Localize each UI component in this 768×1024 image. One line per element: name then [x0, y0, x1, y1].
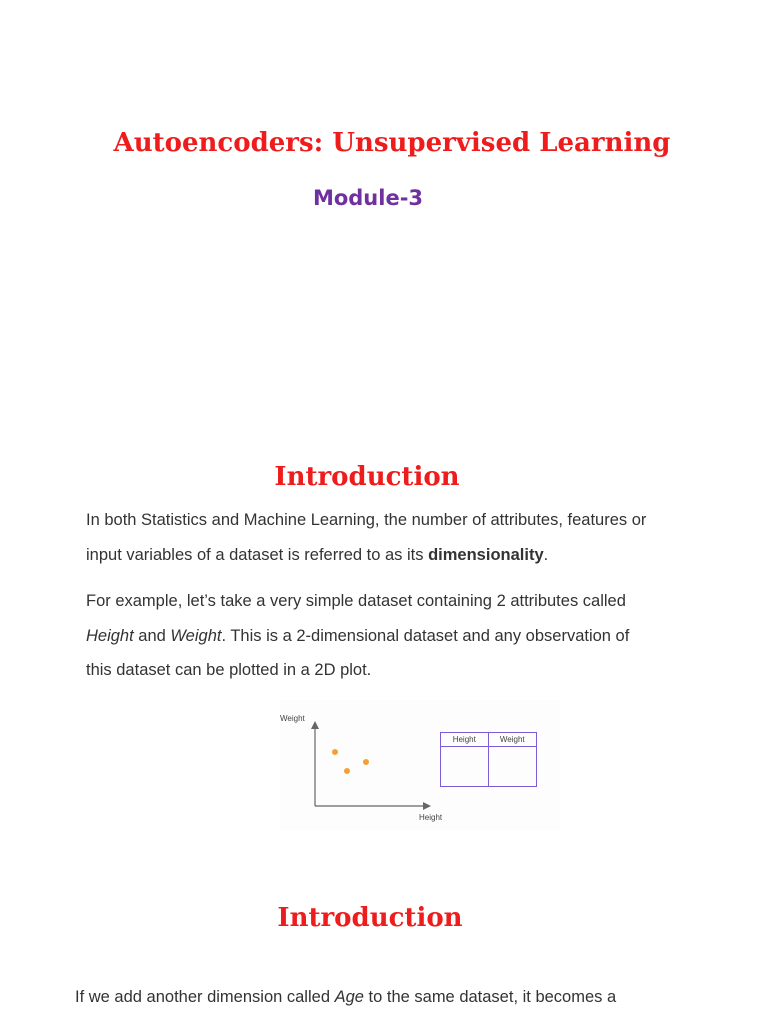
- text-run: If we add another dimension called: [75, 988, 335, 1006]
- table-header-weight: Weight: [489, 733, 537, 747]
- paragraph-example: [86, 584, 726, 688]
- table-cell: [489, 747, 537, 786]
- table-header-height: Height: [441, 733, 489, 747]
- y-axis-label: Weight: [280, 714, 305, 723]
- y-axis-arrow-icon: [311, 721, 319, 729]
- text-run: For example, let’s take a very simple dataset containing 2 attributes called: [86, 592, 626, 610]
- italic-term-age: Age: [334, 988, 364, 1006]
- text-run: In both Statistics and Machine Learning, the number of attributes, features or: [86, 511, 647, 529]
- text-run: . This is a 2-dimensional dataset and any observation of: [221, 626, 630, 645]
- paragraph-line: [86, 619, 726, 654]
- italic-term-weight: Weight: [170, 626, 222, 645]
- module-subtitle: Module-3: [312, 186, 424, 210]
- paragraph-line: [86, 503, 726, 538]
- bold-term-dimensionality: dimensionality: [428, 545, 544, 564]
- data-point: [332, 749, 338, 755]
- scatter-figure: [280, 700, 560, 830]
- data-point: [363, 759, 369, 765]
- paragraph-line: [75, 980, 715, 1015]
- italic-term-height: Height: [86, 626, 134, 645]
- text-run: and: [133, 626, 171, 645]
- text-run: .: [543, 545, 549, 564]
- paragraph-line: [86, 538, 726, 573]
- x-axis-label: Height: [419, 813, 443, 822]
- section-heading-introduction: Introduction: [274, 462, 460, 492]
- paragraph-line: [86, 653, 726, 688]
- text-run: to the same dataset, it becomes a: [363, 988, 617, 1006]
- data-table: [440, 732, 537, 787]
- data-point: [344, 768, 350, 774]
- text-run: input variables of a dataset is referred to as its: [86, 545, 429, 564]
- table-cell: [441, 747, 489, 786]
- paragraph-age-dimension: [75, 980, 715, 1015]
- paragraph-line: [86, 584, 726, 619]
- paragraph-dimensionality: [86, 503, 726, 572]
- text-run: this dataset can be plotted in a 2D plot.: [86, 661, 372, 679]
- section-heading-introduction-2: Introduction: [277, 903, 463, 933]
- document-title: Autoencoders: Unsupervised Learning: [113, 128, 671, 158]
- x-axis-arrow-icon: [423, 802, 431, 810]
